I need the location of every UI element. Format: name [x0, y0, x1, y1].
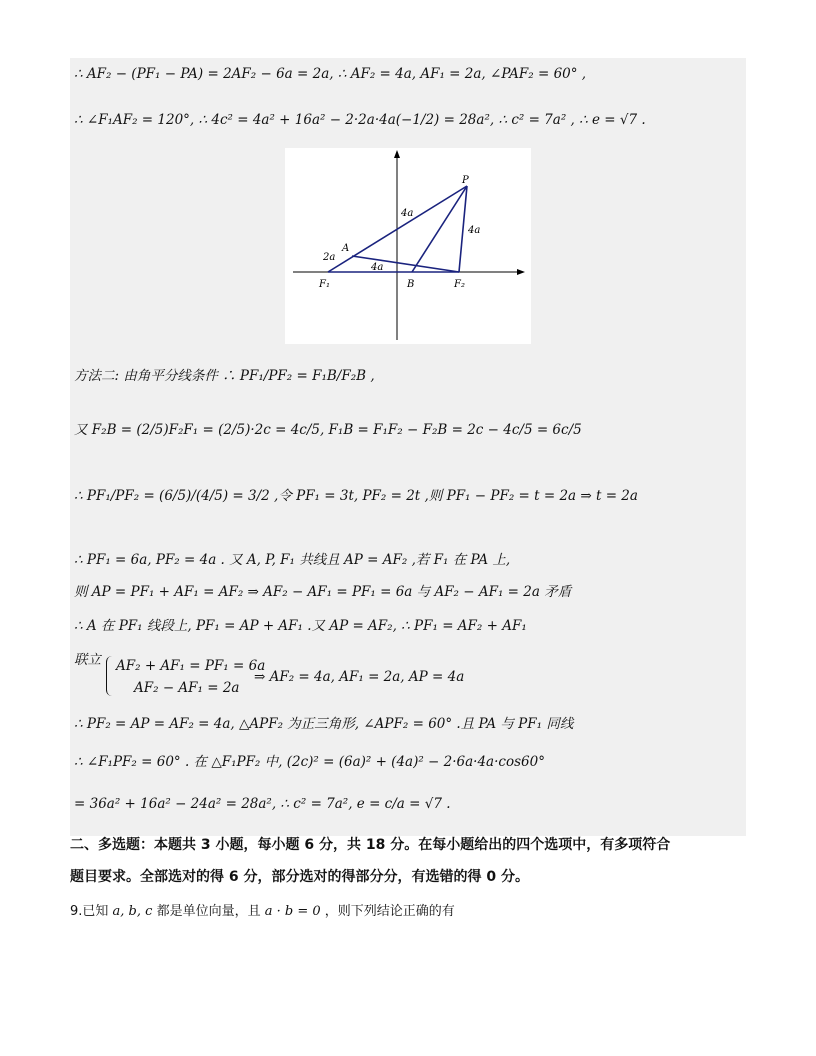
- triangle-diagram: [285, 148, 531, 344]
- solution-line-8: ∴ A 在 PF₁ 线段上, PF₁ = AP + AF₁ .又 AP = AF₂, ∴ PF₁ = AF₂ + AF₁: [74, 618, 527, 634]
- y-axis-arrow: [394, 150, 400, 158]
- question-9-suffix: ，则下列结论正确的有: [324, 904, 455, 919]
- label-seg-AB: 4a: [371, 262, 384, 273]
- solution-line-11: ∴ ∠F₁PF₂ = 60° . 在 △F₁PF₂ 中, (2c)² = (6a)² + (4a)² − 2·6a·4a·cos60°: [74, 754, 545, 770]
- label-seg-AF1: 2a: [323, 252, 336, 263]
- section-heading-line-1: 二、多选题：本题共 3 小题，每小题 6 分，共 18 分。在每小题给出的四个选项中，有多项符合: [70, 837, 671, 853]
- label-F1: F₁: [319, 279, 330, 290]
- solution-line-2: ∴ ∠F₁AF₂ = 120°, ∴ 4c² = 4a² + 16a² − 2·2a·4a(−1/2) = 28a², ∴ c² = 7a² , ∴ e = √7 .: [74, 112, 646, 128]
- label-B: B: [407, 279, 415, 290]
- solution-line-10: ∴ PF₂ = AP = AF₂ = 4a, △APF₂ 为正三角形, ∠APF₂ = 60° .且 PA 与 PF₁ 同线: [74, 716, 574, 732]
- solution-line-4: 又 F₂B = (2/5)F₂F₁ = (2/5)·2c = 4c/5, F₁B = F₁F₂ − F₂B = 2c − 4c/5 = 6c/5: [74, 422, 582, 438]
- line-PF2: [459, 186, 467, 272]
- x-axis-arrow: [517, 269, 525, 275]
- solution-line-6: ∴ PF₁ = 6a, PF₂ = 4a . 又 A, P, F₁ 共线且 AP = AF₂ ,若 F₁ 在 PA 上,: [74, 552, 511, 568]
- solution-line-9-label: 联立: [74, 652, 101, 668]
- system-row-1: AF₂ + AF₁ = PF₁ = 6a: [116, 658, 266, 674]
- question-9-middle: 都是单位向量，且: [156, 904, 261, 919]
- question-9-condition: a · b = 0: [264, 904, 321, 919]
- solution-line-5: ∴ PF₁/PF₂ = (6/5)/(4/5) = 3/2 ,令 PF₁ = 3t, PF₂ = 2t ,则 PF₁ − PF₂ = t = 2a ⇒ t = 2a: [74, 488, 638, 504]
- geometry-figure: [285, 148, 531, 344]
- method2-line: 方法二: 由角平分线条件 ∴ PF₁/PF₂ = F₁B/F₂B ,: [74, 368, 375, 384]
- system-row-2: AF₂ − AF₁ = 2a: [134, 680, 240, 696]
- question-9-vectors: a, b, c: [112, 904, 153, 919]
- question-9-prefix: 9.已知: [70, 904, 109, 919]
- system-result: ⇒ AF₂ = 4a, AF₁ = 2a, AP = 4a: [254, 669, 465, 685]
- question-9: [70, 900, 455, 919]
- section-heading-line-2: 题目要求。全部选对的得 6 分，部分选对的得部分分，有选错的得 0 分。: [70, 869, 529, 885]
- line-AF2: [352, 256, 459, 272]
- label-A: A: [342, 243, 350, 254]
- solution-line-1: ∴ AF₂ − (PF₁ − PA) = 2AF₂ − 6a = 2a, ∴ AF₂ = 4a, AF₁ = 2a, ∠PAF₂ = 60° ,: [74, 66, 587, 82]
- solution-line-12: = 36a² + 16a² − 24a² = 28a², ∴ c² = 7a², e = c/a = √7 .: [74, 796, 451, 812]
- label-seg-AP: 4a: [401, 208, 414, 219]
- label-seg-PF2: 4a: [468, 225, 481, 236]
- solution-line-7: 则 AP = PF₁ + AF₁ = AF₂ ⇒ AF₂ − AF₁ = PF₁ = 6a 与 AF₂ − AF₁ = 2a 矛盾: [74, 584, 572, 600]
- label-F2: F₂: [454, 279, 465, 290]
- line-PB: [412, 186, 467, 272]
- label-P: P: [462, 175, 469, 186]
